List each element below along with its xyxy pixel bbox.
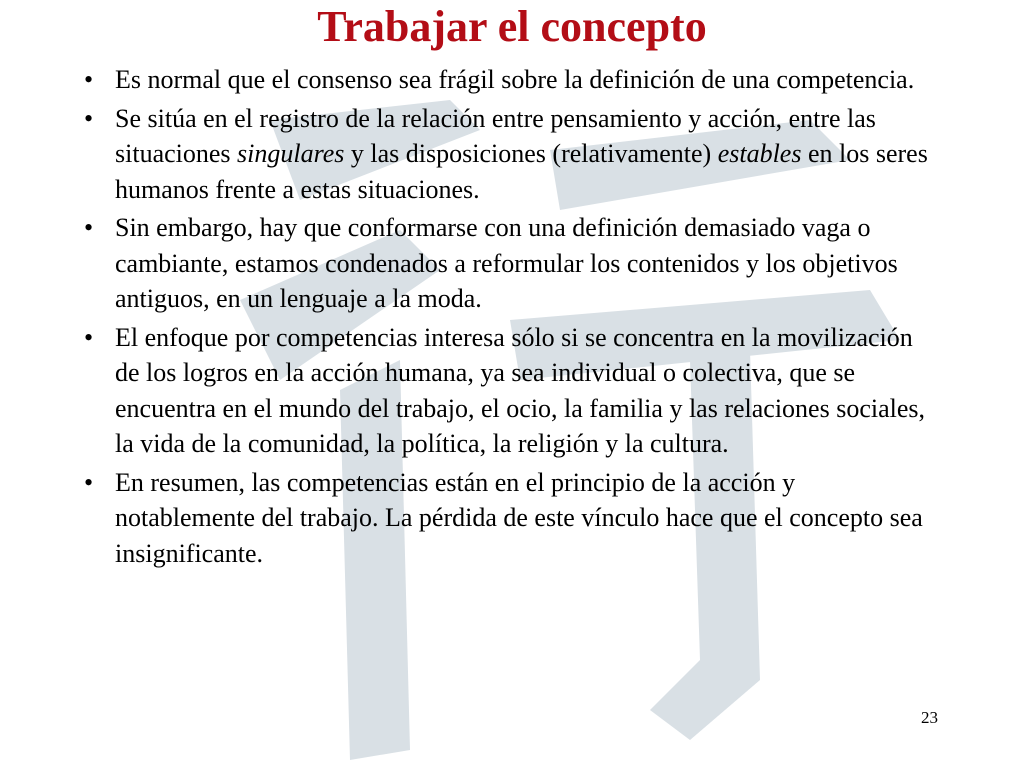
bullet-item bbox=[84, 465, 934, 572]
bullet-dot: • bbox=[84, 322, 94, 352]
bullet-text: El enfoque por competencias interesa sólo si se concentra en la movilización de los logros en la acción humana, ya sea individual o colectiva, que se encuentra en el mundo del trabajo, el ocio, la familia y las relaciones sociales, la vida de la comunidad, la política, la religión y la cultura. bbox=[115, 322, 926, 458]
slide-title: Trabajar el concepto bbox=[317, 2, 707, 51]
bullet-text: Sin embargo, hay que conformarse con una definición demasiado vaga o cambiante, estamos condenados a reformular los contenidos y los objetivos antiguos, en un lenguaje a la moda. bbox=[115, 213, 898, 313]
bullet-dot: • bbox=[84, 467, 94, 497]
bullet-item bbox=[84, 62, 934, 98]
bullet-dot: • bbox=[84, 213, 94, 242]
bullet-text: y las disposiciones (relativamente) bbox=[344, 139, 718, 168]
bullet-item bbox=[84, 320, 934, 462]
bullet-text: Se sitúa en el registro de la relación entre pensamiento y acción, entre las situaciones bbox=[115, 103, 876, 168]
emphasis-text: estables bbox=[717, 139, 802, 168]
emphasis-text: singulares bbox=[237, 139, 345, 168]
bullet-dot: • bbox=[84, 65, 94, 94]
bullet-item bbox=[84, 210, 934, 317]
bullet-text: Es normal que el consenso sea frágil sobre la definición de una competencia. bbox=[115, 65, 915, 94]
bullet-list bbox=[84, 62, 934, 574]
slide-number: 23 bbox=[921, 708, 938, 727]
bullet-text: en los seres humanos frente a estas situaciones. bbox=[115, 139, 928, 204]
bullet-text: En resumen, las competencias están en el principio de la acción y notablemente del trabajo. La pérdida de este vínculo hace que el concepto sea insignificante. bbox=[115, 467, 923, 568]
bullet-item bbox=[84, 101, 934, 208]
bullet-dot: • bbox=[84, 103, 94, 133]
